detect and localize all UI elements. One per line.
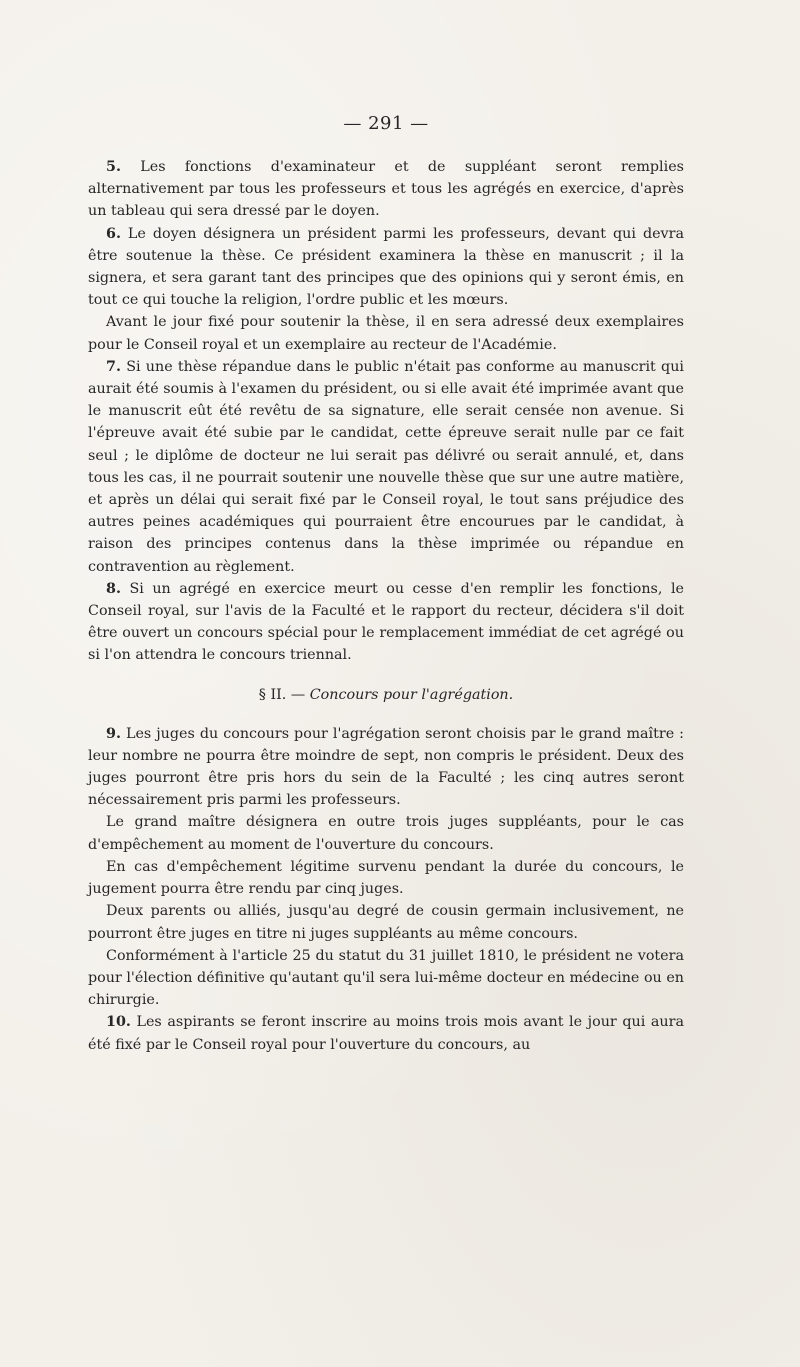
paragraph-text: Les aspirants se feront inscrire au moins trois mois avant le jour qui aura été fixé par le Conseil royal pour l'ouverture du concours, au — [88, 1014, 684, 1053]
paragraph-text: Avant le jour fixé pour soutenir la thèse, il en sera adressé deux exemplaires pour le Conseil royal et un exemplaire au recteur de l'Académie. — [88, 314, 684, 353]
paragraphs-after — [88, 723, 684, 1056]
paragraph-text: Si un agrégé en exercice meurt ou cesse d'en remplir les fonctions, le Conseil royal, sur l'avis de la Faculté et le rapport du recteur, décidera s'il doit être ouvert un concours spécial pour le remplacement immédiat de cet agrégé ou si l'on attendra le concours triennal. — [88, 580, 684, 664]
article-number: 10. — [106, 1014, 131, 1031]
section-title: Concours pour l'agrégation. — [309, 686, 514, 703]
paragraph — [88, 811, 684, 855]
paragraph-article-8 — [88, 578, 684, 667]
paragraph — [88, 945, 684, 1012]
paragraph-text: Le doyen désignera un président parmi les professeurs, devant qui devra être soutenue la thèse. Ce président examinera la thèse en manuscrit ; il la signera, et sera garant tant des principes que des opinions qui y seront émis, en tout ce qui touche la religion, l'ordre public et les mœurs. — [88, 225, 684, 309]
article-number: 9. — [106, 725, 121, 742]
paragraph — [88, 900, 684, 944]
article-number: 7. — [106, 358, 121, 375]
paragraph-article-9 — [88, 723, 684, 812]
paragraph-article-10 — [88, 1011, 684, 1055]
paragraph-text: Les fonctions d'examinateur et de suppléant seront remplies alternativement par tous les professeurs et tous les agrégés en exercice, d'après un tableau qui sera dressé par le doyen. — [88, 159, 684, 220]
paragraph-text: Deux parents ou alliés, jusqu'au degré de cousin germain inclusivement, ne pourront être juges en titre ni juges suppléants au même concours. — [88, 903, 684, 942]
paragraph-text: En cas d'empêchement légitime survenu pendant la durée du concours, le jugement pourra être rendu par cinq juges. — [88, 858, 684, 898]
paragraph-text: Les juges du concours pour l'agrégation seront choisis par le grand maître : leur nombre ne pourra être moindre de sept, non compris le président. Deux des juges pourront être pris hors du sein de la Faculté ; les cinq autres seront nécessairement pris parmi les professeurs. — [88, 725, 684, 809]
section-prefix: § II. — — [258, 686, 310, 703]
document-page — [88, 112, 684, 1056]
article-number: 8. — [106, 580, 121, 597]
section-heading — [88, 684, 684, 706]
article-number: 5. — [106, 159, 121, 175]
paragraph-article-7 — [88, 356, 684, 578]
paragraphs-before — [88, 156, 684, 667]
paragraph-article-6 — [88, 223, 684, 312]
paragraph-text: Si une thèse répandue dans le public n'était pas conforme au manuscrit qui aurait été soumis à l'examen du président, ou si elle avait été imprimée avant que le manuscrit eût été revêtu de sa signature, elle serait censée non avenue. Si l'épreuve avait été subie par le candidat, cette épreuve serait nulle par ce fait seul ; le diplôme de docteur ne lui serait pas délivré ou serait annulé, et, dans tous les cas, il ne pourrait soutenir une nouvelle thèse que sur une autre matière, et après un délai qui serait fixé par le Conseil royal, le tout sans préjudice des autres peines académiques qui pourraient être encourues par le candidat, à raison des principes contenus dans la thèse imprimée ou répandue en contravention au règlement. — [88, 358, 684, 575]
article-number: 6. — [106, 225, 121, 242]
paragraph-text: Le grand maître désignera en outre trois juges suppléants, pour le cas d'empêchement au moment de l'ouverture du concours. — [88, 814, 684, 853]
paragraph — [88, 856, 684, 900]
paragraph-article-5 — [88, 156, 684, 223]
paragraph — [88, 311, 684, 355]
page-number: — 291 — — [343, 113, 429, 134]
paragraph-text: Conformément à l'article 25 du statut du 31 juillet 1810, le président ne votera pour l'élection définitive qu'autant qu'il sera lui-même docteur en médecine ou en chirurgie. — [88, 947, 684, 1009]
